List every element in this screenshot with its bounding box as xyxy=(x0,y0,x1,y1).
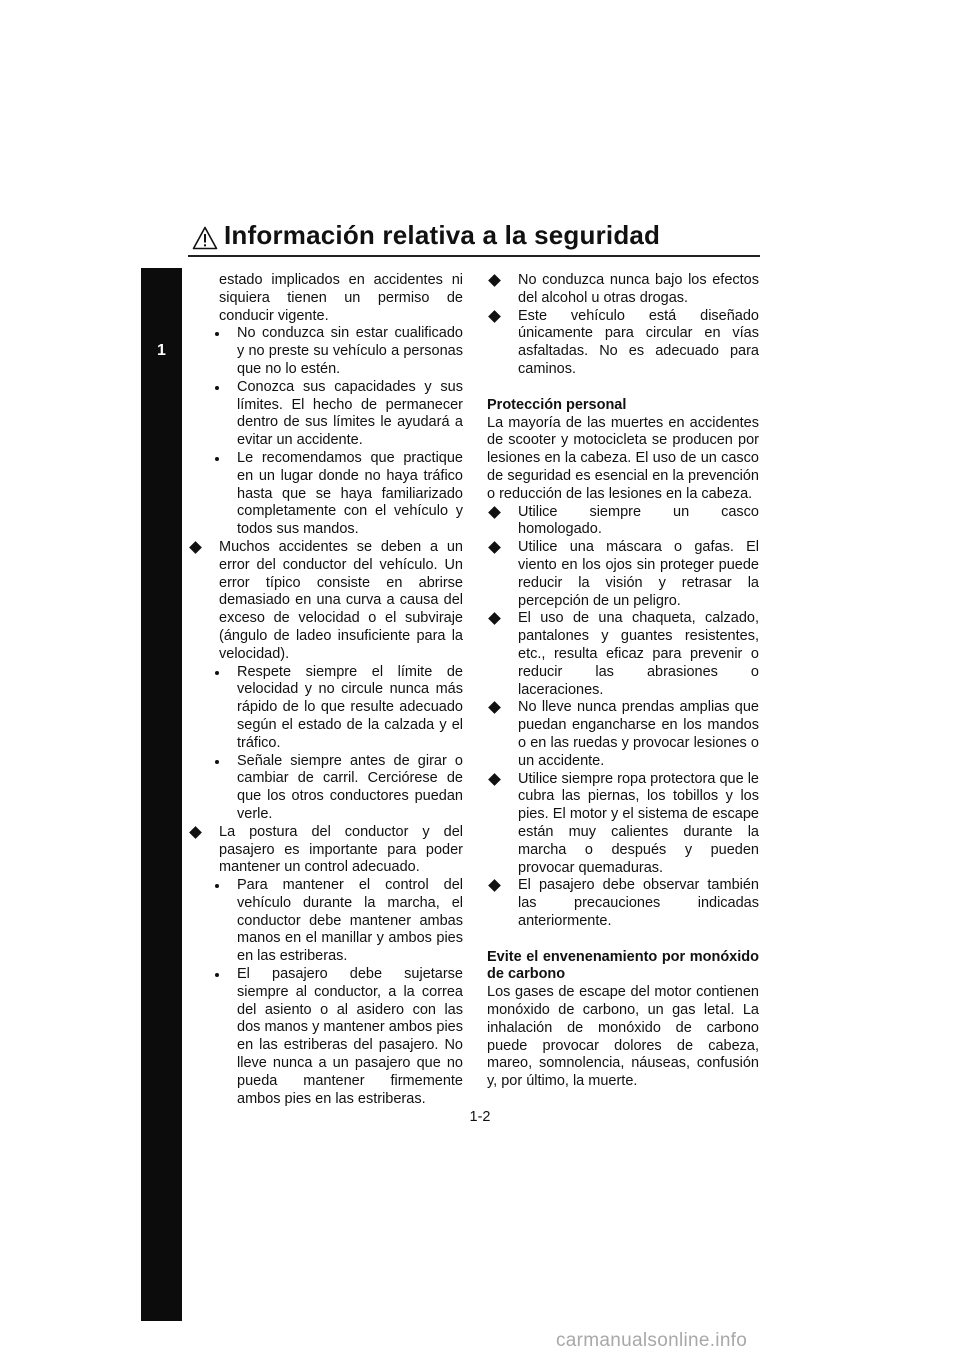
header-rule xyxy=(188,255,760,257)
diamond-item: Muchos accidentes se deben a un error del conductor del vehículo. Un error típico consiste en abrirse demasiado en una curva a causa del exceso de velocidad o el subviraje (ángulo de ladeo insuficiente para la velocidad). xyxy=(188,539,463,664)
page-number: 1-2 xyxy=(469,1109,491,1125)
protection-items xyxy=(487,504,759,931)
chapter-tab xyxy=(141,268,182,1321)
bullet-item: Señale siempre antes de girar o cambiar de carril. Cerciórese de que los otros conductores puedan verle. xyxy=(206,753,463,824)
diamond-item: El uso de una chaqueta, calzado, pantalones y guantes resistentes, etc., resulta eficaz para prevenir o reducir las abrasiones o laceraciones. xyxy=(487,610,759,699)
left-column xyxy=(188,272,463,1108)
section-body: Los gases de escape del motor contienen monóxido de carbono, un gas letal. La inhalación de monóxido de carbono puede provocar dolores de cabeza, mareo, somnolencia, náuseas, confusión y, por último, la muerte. xyxy=(487,984,759,1090)
diamond-item: Utilice siempre un casco homologado. xyxy=(487,504,759,540)
intro-text: estado implicados en accidentes ni siquiera tienen un permiso de conducir vigente. xyxy=(219,272,463,324)
diamond-item: Este vehículo está diseñado únicamente para circular en vías asfaltadas. No es adecuado para caminos. xyxy=(487,308,759,379)
bullet-item: Respete siempre el límite de velocidad y no circule nunca más rápido de lo que resulte adecuado según el estado de la calzada y el tráfico. xyxy=(206,664,463,753)
section-body: La mayoría de las muertes en accidentes de scooter y motocicleta se producen por lesiones en la cabeza. El uso de un casco de seguridad es esencial en la prevención o reducción de las lesiones en la cabeza. xyxy=(487,414,759,502)
diamond-item: La postura del conductor y del pasajero es importante para poder mantener un control adecuado. xyxy=(188,824,463,877)
top-items xyxy=(487,272,759,379)
warning-triangle-icon xyxy=(192,226,218,250)
bullet-list-c xyxy=(188,877,463,1108)
bullet-item: Conozca sus capacidades y sus límites. El hecho de permanecer dentro de sus límites le ayudará a evitar un accidente. xyxy=(206,379,463,450)
bullet-list-a xyxy=(188,325,463,539)
diamond-item: Utilice siempre ropa protectora que le cubra las piernas, los tobillos y los pies. El motor y el sistema de escape están muy calientes durante la marcha o después y pueden provocar quemaduras. xyxy=(487,771,759,878)
bullet-item: Para mantener el control del vehículo durante la marcha, el conductor debe mantener ambas manos en el manillar y ambos pies en las estriberas. xyxy=(206,877,463,966)
page-title: Información relativa a la seguridad xyxy=(224,220,661,250)
section-heading-carbon-monoxide: Evite el envenenamiento por monóxido de carbono xyxy=(487,948,759,983)
bullet-item: El pasajero debe sujetarse siempre al conductor, a la correa del asiento o al asidero con las dos manos y mantener ambos pies en las estriberas del pasajero. No lleve nunca a un pasajero que no pueda mantener firmemente ambos pies en las estriberas. xyxy=(206,966,463,1108)
page-header xyxy=(188,222,760,256)
chapter-number: 1 xyxy=(157,342,166,359)
right-column xyxy=(487,272,759,1091)
bullet-item: No conduzca sin estar cualificado y no preste su vehículo a personas que no lo estén. xyxy=(206,325,463,378)
diamond-item: No lleve nunca prendas amplias que puedan engancharse en los mandos o en las ruedas y provocar lesiones o un accidente. xyxy=(487,699,759,770)
diamond-item: No conduzca nunca bajo los efectos del alcohol u otras drogas. xyxy=(487,272,759,308)
diamond-item: Utilice una máscara o gafas. El viento en los ojos sin proteger puede reducir la visión y retrasar la percepción de un peligro. xyxy=(487,539,759,610)
diamond-item: El pasajero debe observar también las precauciones indicadas anteriormente. xyxy=(487,877,759,930)
watermark: carmanualsonline.info xyxy=(556,1330,748,1351)
bullet-list-b xyxy=(188,664,463,824)
bullet-item: Le recomendamos que practique en un lugar donde no haya tráfico hasta que se haya familiarizado completamente con el vehículo y todos sus mandos. xyxy=(206,450,463,539)
section-heading-personal-protection: Protección personal xyxy=(487,396,627,413)
